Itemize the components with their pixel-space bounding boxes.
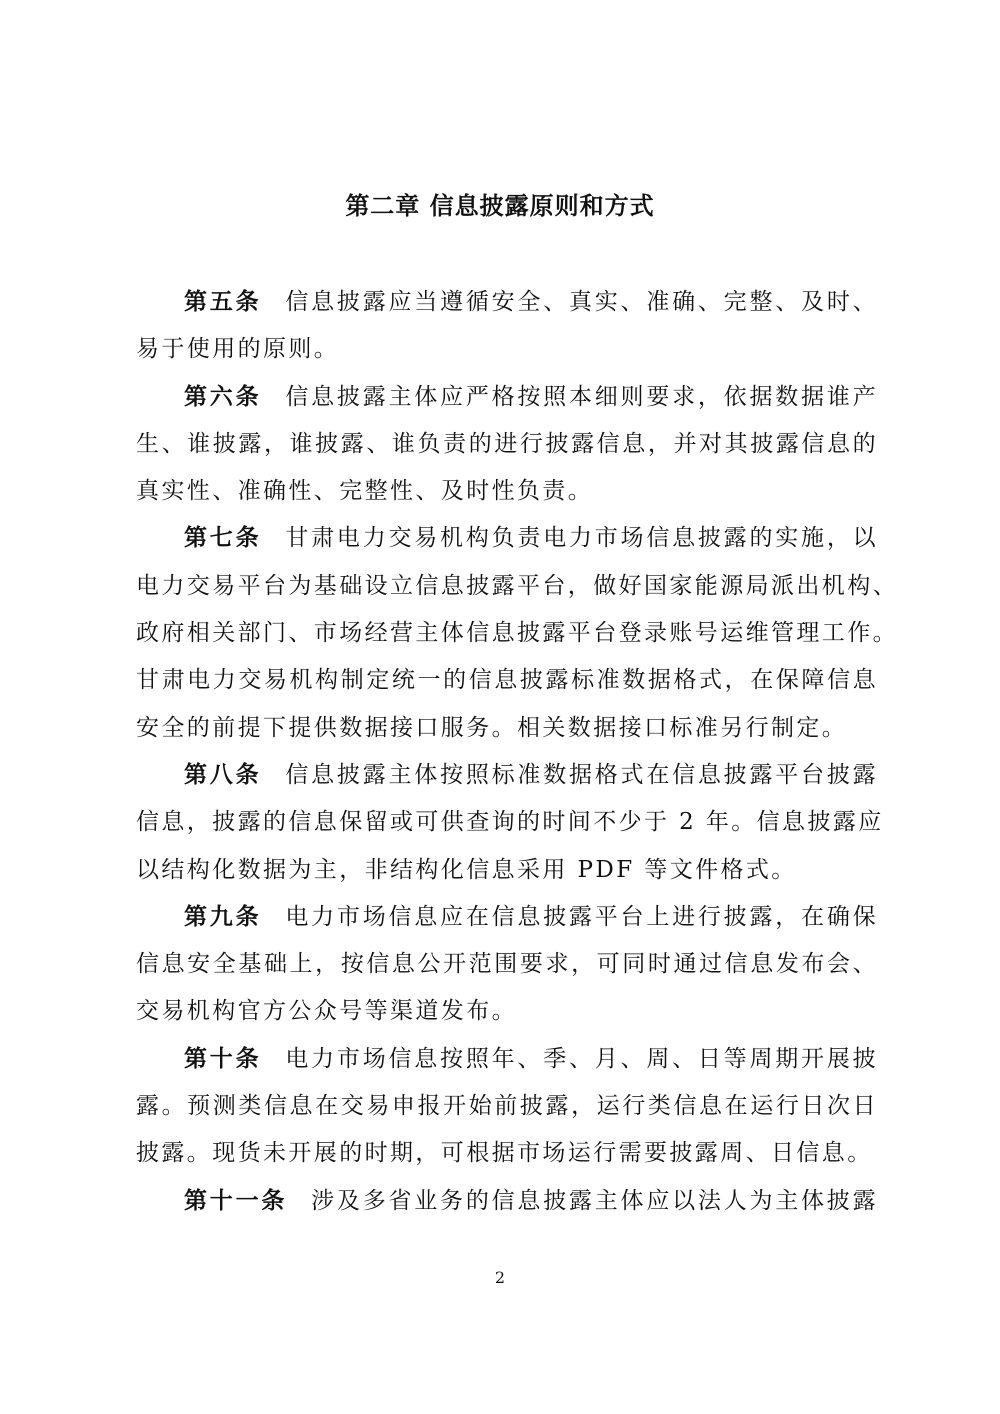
article-10-line-2: 露。预测类信息在交易申报开始前披露，运行类信息在运行日次日 xyxy=(136,1093,878,1120)
article-text: 电力市场信息按照年、季、月、周、日等周期开展披 xyxy=(285,1045,879,1072)
chapter-title: 第二章 信息披露原则和方式 xyxy=(345,192,655,220)
article-label: 第五条 xyxy=(184,289,262,315)
article-label: 第十条 xyxy=(184,1045,262,1072)
article-9-line-2: 信息安全基础上，按信息公开范围要求，可同时通过信息发布会、 xyxy=(136,951,878,978)
article-6-line-1 xyxy=(136,374,878,421)
article-text: 信息披露应当遵循安全、真实、准确、完整、及时、 xyxy=(285,289,879,315)
article-7-line-2: 电力交易平台为基础设立信息披露平台，做好国家能源局派出机构、 xyxy=(136,572,898,599)
article-5-line-2: 易于使用的原则。 xyxy=(136,336,340,363)
article-7-line-4: 甘肃电力交易机构制定统一的信息披露标准数据格式，在保障信息 xyxy=(136,667,878,694)
page-number: 2 xyxy=(494,1268,506,1287)
article-6-line-2: 生、谁披露，谁披露、谁负责的进行披露信息，并对其披露信息的 xyxy=(136,430,878,457)
article-8-line-2: 信息，披露的信息保留或可供查询的时间不少于 2 年。信息披露应 xyxy=(136,809,884,836)
article-9-line-3: 交易机构官方公众号等渠道发布。 xyxy=(136,998,517,1025)
article-10-line-3: 披露。现货未开展的时期，可根据市场运行需要披露周、日信息。 xyxy=(136,1140,873,1167)
article-label: 第九条 xyxy=(184,903,262,930)
article-label: 第七条 xyxy=(184,525,262,552)
article-text: 电力市场信息应在信息披露平台上进行披露，在确保 xyxy=(285,903,879,930)
article-5-line-1 xyxy=(136,279,878,326)
article-7-line-5: 安全的前提下提供数据接口服务。相关数据接口标准另行制定。 xyxy=(136,714,848,741)
article-label: 第十一条 xyxy=(184,1187,288,1214)
article-label: 第六条 xyxy=(184,383,262,410)
document-body xyxy=(136,279,898,1225)
article-text: 信息披露主体按照标准数据格式在信息披露平台披露 xyxy=(285,761,879,788)
article-6-line-3: 真实性、准确性、完整性、及时性负责。 xyxy=(136,478,594,505)
article-7-line-3: 政府相关部门、市场经营主体信息披露平台登录账号运维管理工作。 xyxy=(136,620,898,647)
article-text: 甘肃电力交易机构负责电力市场信息披露的实施，以 xyxy=(285,525,879,552)
article-9-line-1 xyxy=(136,894,878,941)
article-label: 第八条 xyxy=(184,761,262,788)
article-10-line-1 xyxy=(136,1036,878,1083)
article-text: 信息披露主体应严格按照本细则要求，依据数据谁产 xyxy=(285,383,879,410)
article-7-line-1 xyxy=(136,515,878,562)
article-11-line-1 xyxy=(136,1178,878,1225)
article-text: 涉及多省业务的信息披露主体应以法人为主体披露 xyxy=(311,1187,878,1214)
article-8-line-3: 以结构化数据为主，非结构化信息采用 PDF 等文件格式。 xyxy=(136,856,797,883)
article-8-line-1 xyxy=(136,752,878,799)
